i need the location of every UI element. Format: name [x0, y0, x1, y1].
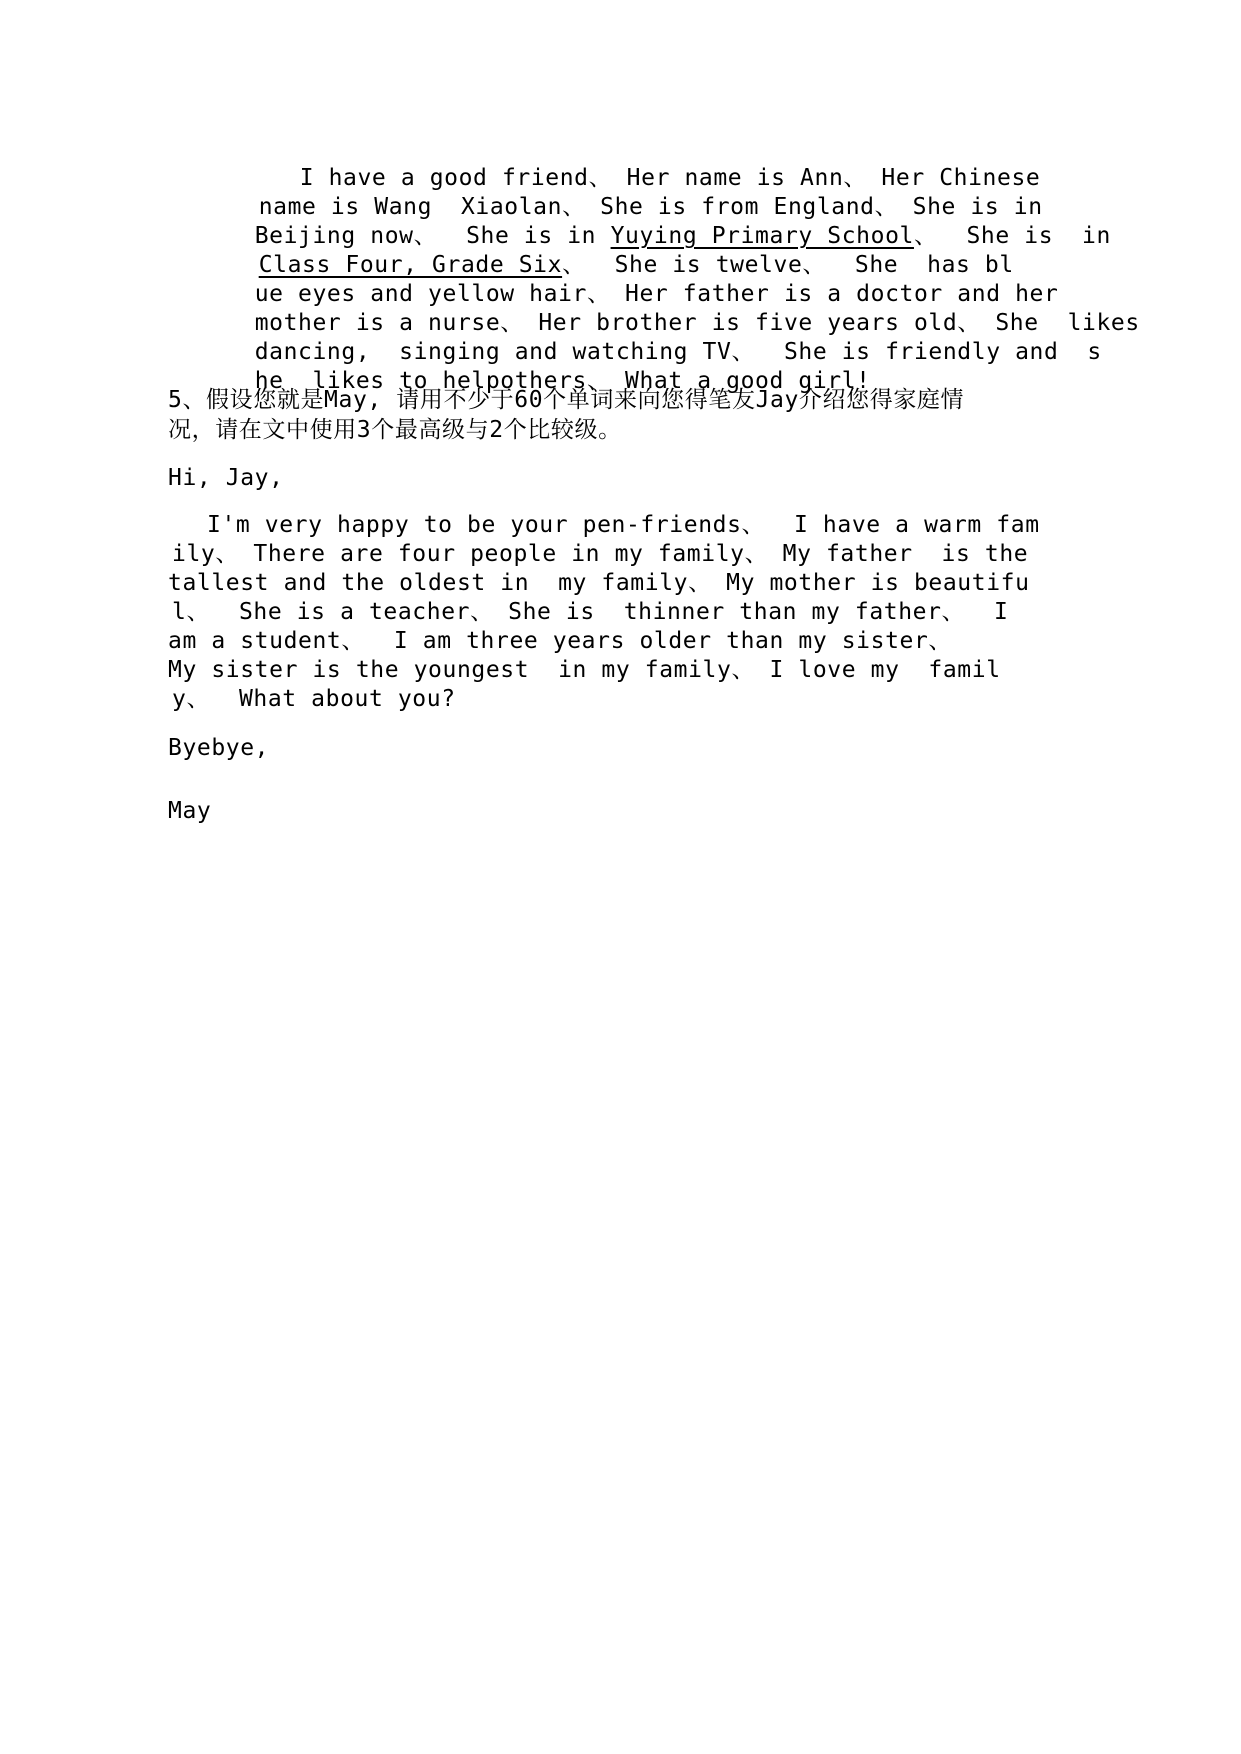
text-segment: mother is a nurse、 Her brother is five years old、 She likes [254, 310, 1140, 336]
question-line: 况，请在文中使用3个最高级与2个比较级。 [168, 417, 622, 443]
text-segment: he likes to helpothers、 What a good girl! [254, 368, 871, 394]
letter-line: tallest and the oldest in my family、 My mother is beautifu [168, 570, 1030, 596]
text-segment: ue eyes and yellow hair、 Her father is a doctor and her [254, 281, 1059, 307]
letter-closing: Byebye, [168, 735, 270, 761]
letter-line: ily、 There are four people in my family、 My father is the [172, 541, 1029, 567]
text-segment: Beijing now、 She is in [254, 223, 611, 249]
letter-signature: May [168, 798, 212, 824]
school-name-underlined: Yuying Primary School [610, 223, 914, 249]
letter-line: I'm very happy to be your pen-friends、 I have a warm fam [207, 512, 1040, 538]
text-segment: name is Wang Xiaolan、 She is from England、 She is in [258, 194, 1043, 220]
letter-greeting: Hi, Jay, [168, 465, 284, 491]
text-segment: 、 She is twelve、 She has bl [562, 252, 1014, 278]
letter-line: l、 She is a teacher、 She is thinner than my father、 I [172, 599, 1009, 625]
text-segment: I have a good friend、 Her name is Ann、 Her Chinese [299, 165, 1041, 191]
class-grade-underlined: Class Four, Grade Six [258, 252, 563, 278]
text-segment: 、 She is in [913, 223, 1111, 249]
text-segment: dancing, singing and watching TV、 She is friendly and s [254, 339, 1102, 365]
letter-line: My sister is the youngest in my family、 I love my famil [168, 657, 1001, 683]
question-line: 5、假设您就是May, 请用不少于60个单词来向您得笔友Jay介绍您得家庭情 [168, 387, 965, 413]
letter-line: y、 What about you? [172, 686, 456, 712]
letter-line: am a student、 I am three years older than my sister、 [168, 628, 953, 654]
